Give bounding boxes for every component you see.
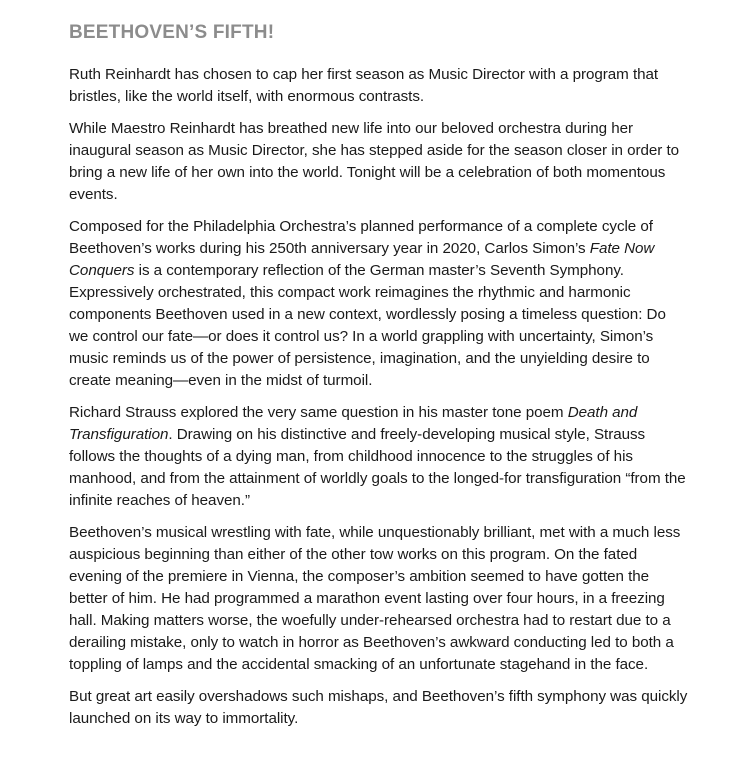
paragraph-simon xyxy=(69,216,689,392)
paragraph-text: Richard Strauss explored the very same question in his master tone poem xyxy=(69,404,568,421)
paragraph-text: Beethoven’s musical wrestling with fate, while unquestionably brilliant, met with a much less auspicious beginning than either of the other tow works on this program. On the fated evening of the premiere in Vienna, the composer’s ambition seemed to have gotten the better of him. He had programmed a marathon event lasting over four hours, in a freezing hall. Making matters worse, the woefully under-rehearsed orchestra had to restart due to a derailing mistake, only to watch in horror as Beethoven’s awkward conducting led to both a toppling of lamps and the accidental smacking of an unfortunate stagehand in the face. xyxy=(69,524,681,673)
paragraph-beethoven xyxy=(69,522,689,676)
paragraph-text: is a contemporary reflection of the German master’s Seventh Symphony. Expressively orchestrated, this compact work reimagines the rhythmic and harmonic components Beethoven used in a new context, wordlessly posing a timeless question: Do we control our fate—or does it control us? In a world grappling with uncertainty, Simon’s music reminds us of the power of persistence, imagination, and the unyielding desire to create meaning—even in the midst of turmoil. xyxy=(69,262,666,389)
paragraph-text: But great art easily overshadows such mishaps, and Beethoven’s fifth symphony was quickly launched on its way to immortality. xyxy=(69,688,688,727)
work-title: Fate Now Conquers xyxy=(69,240,655,279)
paragraph-text: Composed for the Philadelphia Orchestra’s planned performance of a complete cycle of Beethoven’s works during his 250th anniversary year in 2020, Carlos Simon’s xyxy=(69,218,653,257)
work-title: Death and Transfiguration xyxy=(69,404,638,443)
paragraph-reinhardt xyxy=(69,118,689,206)
paragraph-text: Ruth Reinhardt has chosen to cap her first season as Music Director with a program that bristles, like the world itself, with enormous contrasts. xyxy=(69,66,659,105)
paragraph-text: While Maestro Reinhardt has breathed new life into our beloved orchestra during her inaugural season as Music Director, she has stepped aside for the season closer in order to bring a new life of her own into the world. Tonight will be a celebration of both momentous events. xyxy=(69,120,680,203)
paragraph-intro xyxy=(69,64,689,108)
article-title: BEETHOVEN’S FIFTH! xyxy=(69,22,275,43)
paragraph-strauss xyxy=(69,402,689,512)
paragraph-text: . Drawing on his distinctive and freely-developing musical style, Strauss follows the thoughts of a dying man, from childhood innocence to the struggles of his manhood, and from the attainment of worldly goals to the longed-for transfiguration “from the infinite reaches of heaven.” xyxy=(69,426,686,509)
paragraph-conclusion xyxy=(69,686,689,730)
